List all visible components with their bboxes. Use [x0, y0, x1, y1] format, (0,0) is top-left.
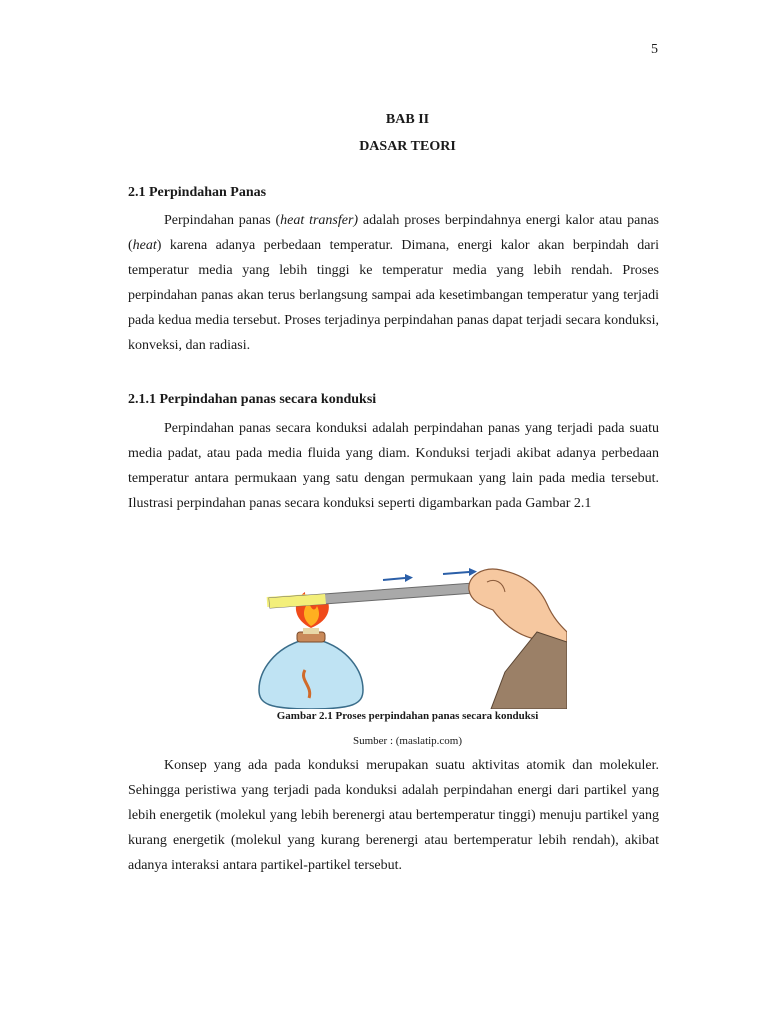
text-segment: Konsep yang ada pada konduksi merupakan suatu aktivitas atomik dan molekuler. Sehingga peristiwa yang terjadi pada konduksi adalah perpindahan energi dari partikel yang lebih energetik (molekul yang lebih berenergi atau bertemperatur tinggi) menuju partikel yang kurang energetik (molekul yang kurang berenergi atau bertemperatur lebih rendah), akibat adanya interaksi antara partikel-partikel tersebut.: [128, 758, 659, 873]
figure-caption: Gambar 2.1 Proses perpindahan panas secara konduksi: [276, 710, 539, 722]
conduction-illustration: [255, 552, 567, 709]
page-number: 5: [651, 42, 658, 57]
term-heat: heat: [132, 238, 157, 253]
paragraph-conduction: [128, 416, 659, 516]
figure-source: Sumber : (maslatip.com): [352, 735, 463, 747]
term-heat-transfer: heat transfer): [280, 213, 359, 228]
section-heading-2-1: 2.1 Perpindahan Panas: [128, 185, 267, 200]
conduction-figure: [255, 552, 567, 709]
paragraph-heat-transfer: [128, 208, 659, 358]
text-segment: Perpindahan panas secara konduksi adalah perpindahan panas yang terjadi pada suatu media padat, atau pada media fluida yang diam. Konduksi terjadi akibat adanya perbedaan temperatur antara permukaan yang satu dengan permukaan yang lain pada media tersebut. Ilustrasi perpindahan panas secara konduksi seperti digambarkan pada Gambar 2.1: [128, 421, 659, 511]
chapter-title: DASAR TEORI: [359, 139, 456, 154]
chapter-header: [0, 106, 768, 160]
chapter-label: BAB II: [385, 112, 430, 127]
text-segment: adalah proses berpindahnya energi kalor atau panas (: [128, 213, 659, 253]
section-heading-2-1-1: 2.1.1 Perpindahan panas secara konduksi: [128, 392, 377, 407]
paragraph-conduction-concept: [128, 753, 659, 878]
text-segment: Perpindahan panas (: [164, 213, 281, 228]
text-segment: ) karena adanya perbedaan temperatur. Dimana, energi kalor akan berpindah dari temperatur media yang lebih tinggi ke temperatur media yang lebih rendah. Proses perpindahan panas akan terus berlangsung sampai ada kesetimbangan temperatur yang terjadi pada kedua media tersebut. Proses terjadinya perpindahan panas dapat terjadi secara konduksi, konveksi, dan radiasi.: [128, 238, 659, 353]
